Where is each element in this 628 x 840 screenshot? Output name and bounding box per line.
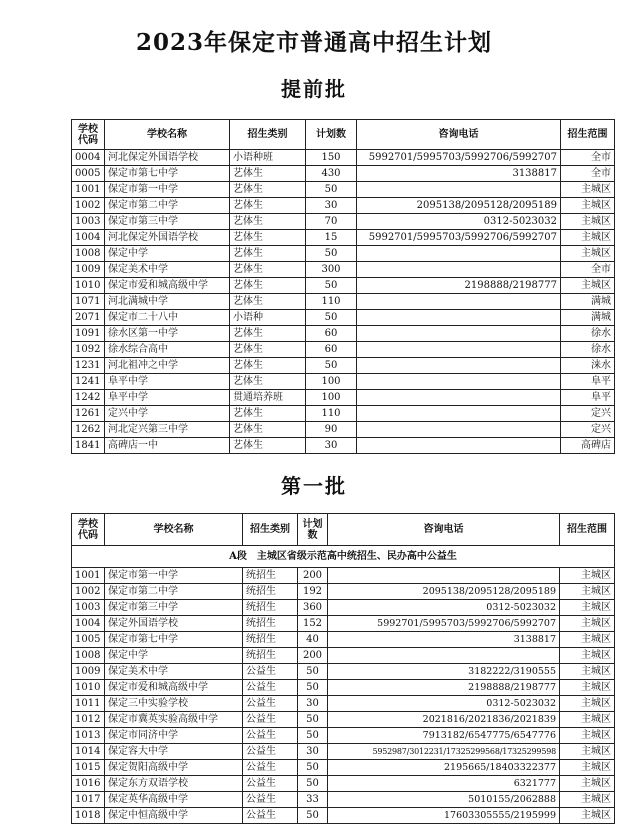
scope-cell: 满城 — [561, 310, 615, 326]
header-school-name: 学校名称 — [105, 120, 230, 150]
scope-cell: 主城区 — [561, 246, 615, 262]
scope-cell: 主城区 — [560, 696, 615, 712]
table-row — [72, 712, 615, 728]
table-row — [72, 600, 615, 616]
phone-cell: 0312-5023032 — [357, 214, 561, 230]
school-code-cell: 1001 — [72, 182, 105, 198]
school-code-cell: 1003 — [72, 600, 105, 616]
school-code-cell: 1016 — [72, 776, 105, 792]
scope-cell: 主城区 — [560, 760, 615, 776]
school-code-cell: 1011 — [72, 696, 105, 712]
table-row — [72, 568, 615, 584]
table-row — [72, 680, 615, 696]
table-row — [72, 632, 615, 648]
school-code-cell: 1012 — [72, 712, 105, 728]
header-plan-count: 计划数 — [306, 120, 357, 150]
phone-cell: 2198888/2198777 — [357, 278, 561, 294]
plan-count-cell: 50 — [298, 728, 328, 744]
school-code-cell: 1002 — [72, 584, 105, 600]
table-row — [72, 776, 615, 792]
category-cell: 统招生 — [243, 616, 298, 632]
header-school-name: 学校名称 — [105, 514, 243, 546]
first-batch-table — [71, 513, 615, 824]
segment-row — [72, 546, 615, 568]
school-code-cell: 2071 — [72, 310, 105, 326]
school-name-cell: 保定市第二中学 — [105, 198, 230, 214]
category-cell: 艺体生 — [230, 358, 306, 374]
scope-cell: 涞水 — [561, 358, 615, 374]
school-name-cell: 保定市第三中学 — [105, 214, 230, 230]
category-cell: 艺体生 — [230, 342, 306, 358]
scope-cell: 主城区 — [561, 198, 615, 214]
plan-count-cell: 152 — [298, 616, 328, 632]
plan-count-cell: 192 — [298, 584, 328, 600]
table-row — [72, 584, 615, 600]
category-cell: 公益生 — [243, 808, 298, 824]
school-code-cell: 1009 — [72, 664, 105, 680]
plan-count-cell: 50 — [298, 712, 328, 728]
plan-count-cell: 110 — [306, 294, 357, 310]
school-name-cell: 保定市第一中学 — [105, 568, 243, 584]
school-name-cell: 阜平中学 — [105, 390, 230, 406]
table-row — [72, 358, 615, 374]
plan-count-cell: 200 — [298, 648, 328, 664]
school-code-cell: 1008 — [72, 648, 105, 664]
category-cell: 艺体生 — [230, 198, 306, 214]
scope-cell: 满城 — [561, 294, 615, 310]
plan-count-cell: 40 — [298, 632, 328, 648]
school-code-cell: 1015 — [72, 760, 105, 776]
plan-count-cell: 50 — [298, 760, 328, 776]
scope-cell: 主城区 — [561, 182, 615, 198]
plan-count-cell: 150 — [306, 150, 357, 166]
school-name-cell: 保定东方双语学校 — [105, 776, 243, 792]
plan-count-cell: 30 — [306, 438, 357, 454]
school-code-cell: 1010 — [72, 278, 105, 294]
table-row — [72, 262, 615, 278]
school-name-cell: 保定外国语学校 — [105, 616, 243, 632]
school-name-cell: 保定英华高级中学 — [105, 792, 243, 808]
scope-cell: 主城区 — [560, 632, 615, 648]
school-name-cell: 保定三中实验学校 — [105, 696, 243, 712]
plan-count-cell: 50 — [306, 246, 357, 262]
plan-count-cell: 30 — [298, 696, 328, 712]
plan-count-cell: 33 — [298, 792, 328, 808]
school-name-cell: 保定容大中学 — [105, 744, 243, 760]
phone-cell — [357, 374, 561, 390]
plan-count-cell: 360 — [298, 600, 328, 616]
plan-count-cell: 50 — [306, 278, 357, 294]
segment-label: A段 主城区省级示范高中统招生、民办高中公益生 — [72, 546, 615, 568]
plan-count-cell: 50 — [298, 808, 328, 824]
table-header-row — [72, 120, 615, 150]
school-code-cell: 1262 — [72, 422, 105, 438]
phone-cell — [357, 246, 561, 262]
school-code-cell: 1014 — [72, 744, 105, 760]
category-cell: 小语种 — [230, 310, 306, 326]
plan-count-cell: 50 — [298, 664, 328, 680]
school-code-cell: 1092 — [72, 342, 105, 358]
table-row — [72, 422, 615, 438]
phone-cell — [357, 294, 561, 310]
school-code-cell: 1018 — [72, 808, 105, 824]
category-cell: 统招生 — [243, 568, 298, 584]
scope-cell: 主城区 — [560, 568, 615, 584]
table-row — [72, 230, 615, 246]
school-name-cell: 保定市第二中学 — [105, 584, 243, 600]
phone-cell: 5010155/2062888 — [328, 792, 560, 808]
phone-cell: 3138817 — [328, 632, 560, 648]
category-cell: 艺体生 — [230, 326, 306, 342]
school-name-cell: 河北定兴第三中学 — [105, 422, 230, 438]
school-name-cell: 保定市爱和城高级中学 — [105, 278, 230, 294]
table-row — [72, 294, 615, 310]
scope-cell: 定兴 — [561, 406, 615, 422]
school-name-cell: 河北保定外国语学校 — [105, 150, 230, 166]
category-cell: 公益生 — [243, 776, 298, 792]
plan-count-cell: 100 — [306, 374, 357, 390]
scope-cell: 阜平 — [561, 374, 615, 390]
school-name-cell: 保定市第七中学 — [105, 166, 230, 182]
scope-cell: 阜平 — [561, 390, 615, 406]
school-name-cell: 保定市第七中学 — [105, 632, 243, 648]
school-name-cell: 徐水区第一中学 — [105, 326, 230, 342]
category-cell: 统招生 — [243, 648, 298, 664]
school-name-cell: 徐水综合高中 — [105, 342, 230, 358]
category-cell: 统招生 — [243, 600, 298, 616]
school-code-cell: 1008 — [72, 246, 105, 262]
table-row — [72, 278, 615, 294]
phone-cell: 3138817 — [357, 166, 561, 182]
phone-cell: 5992701/5995703/5992706/5992707 — [357, 230, 561, 246]
school-code-cell: 0004 — [72, 150, 105, 166]
category-cell: 艺体生 — [230, 294, 306, 310]
school-name-cell: 保定美术中学 — [105, 262, 230, 278]
phone-cell — [357, 342, 561, 358]
table-row — [72, 246, 615, 262]
school-name-cell: 河北满城中学 — [105, 294, 230, 310]
table-row — [72, 374, 615, 390]
phone-cell: 5952987/3012231/17325299568/17325299598 — [328, 744, 560, 760]
table-row — [72, 808, 615, 824]
category-cell: 统招生 — [243, 632, 298, 648]
category-cell: 公益生 — [243, 760, 298, 776]
plan-count-cell: 60 — [306, 342, 357, 358]
table-row — [72, 310, 615, 326]
category-cell: 艺体生 — [230, 374, 306, 390]
scope-cell: 徐水 — [561, 326, 615, 342]
phone-cell — [328, 648, 560, 664]
scope-cell: 主城区 — [560, 680, 615, 696]
table-row — [72, 744, 615, 760]
school-code-cell: 1091 — [72, 326, 105, 342]
phone-cell — [357, 310, 561, 326]
header-phone: 咨询电话 — [328, 514, 560, 546]
category-cell: 艺体生 — [230, 438, 306, 454]
header-code: 学校代码 — [72, 120, 105, 150]
category-cell: 小语种班 — [230, 150, 306, 166]
school-code-cell: 1013 — [72, 728, 105, 744]
table-row — [72, 760, 615, 776]
phone-cell — [357, 406, 561, 422]
plan-count-cell: 50 — [306, 310, 357, 326]
scope-cell: 主城区 — [560, 664, 615, 680]
table-row — [72, 326, 615, 342]
school-name-cell: 保定市第三中学 — [105, 600, 243, 616]
scope-cell: 主城区 — [561, 278, 615, 294]
early-batch-table-body — [72, 150, 615, 454]
table-row — [72, 438, 615, 454]
table-row — [72, 728, 615, 744]
phone-cell: 0312-5023032 — [328, 600, 560, 616]
table-row — [72, 214, 615, 230]
scope-cell: 全市 — [561, 262, 615, 278]
category-cell: 公益生 — [243, 712, 298, 728]
plan-count-cell: 200 — [298, 568, 328, 584]
scope-cell: 定兴 — [561, 422, 615, 438]
category-cell: 艺体生 — [230, 230, 306, 246]
plan-count-cell: 90 — [306, 422, 357, 438]
table-row — [72, 696, 615, 712]
school-code-cell: 1242 — [72, 390, 105, 406]
phone-cell: 7913182/6547775/6547776 — [328, 728, 560, 744]
phone-cell: 5992701/5995703/5992706/5992707 — [328, 616, 560, 632]
plan-count-cell: 30 — [306, 198, 357, 214]
scope-cell: 主城区 — [561, 214, 615, 230]
section-title-early-batch: 提前批 — [281, 77, 347, 101]
scope-cell: 主城区 — [560, 648, 615, 664]
category-cell: 艺体生 — [230, 406, 306, 422]
school-code-cell: 1004 — [72, 230, 105, 246]
scope-cell: 主城区 — [560, 712, 615, 728]
category-cell: 艺体生 — [230, 166, 306, 182]
plan-count-cell: 110 — [306, 406, 357, 422]
table-header-row — [72, 514, 615, 546]
category-cell: 艺体生 — [230, 246, 306, 262]
section-title-first-batch: 第一批 — [281, 474, 347, 498]
category-cell: 艺体生 — [230, 214, 306, 230]
page-title: 2023年保定市普通高中招生计划 — [135, 29, 492, 56]
category-cell: 艺体生 — [230, 182, 306, 198]
school-name-cell: 保定中学 — [105, 648, 243, 664]
phone-cell — [357, 390, 561, 406]
school-name-cell: 定兴中学 — [105, 406, 230, 422]
phone-cell — [357, 262, 561, 278]
school-code-cell: 1261 — [72, 406, 105, 422]
category-cell: 公益生 — [243, 728, 298, 744]
table-row — [72, 648, 615, 664]
scope-cell: 高碑店 — [561, 438, 615, 454]
table-row — [72, 198, 615, 214]
scope-cell: 全市 — [561, 150, 615, 166]
school-name-cell: 保定市同济中学 — [105, 728, 243, 744]
plan-count-cell: 50 — [298, 680, 328, 696]
category-cell: 公益生 — [243, 792, 298, 808]
phone-cell — [357, 358, 561, 374]
school-name-cell: 河北祖冲之中学 — [105, 358, 230, 374]
school-code-cell: 1241 — [72, 374, 105, 390]
scope-cell: 主城区 — [560, 600, 615, 616]
early-batch-table — [71, 119, 615, 454]
school-name-cell: 保定中恒高级中学 — [105, 808, 243, 824]
school-code-cell: 1010 — [72, 680, 105, 696]
school-name-cell: 保定中学 — [105, 246, 230, 262]
phone-cell — [357, 182, 561, 198]
phone-cell — [357, 438, 561, 454]
first-batch-table-body — [72, 546, 615, 824]
scope-cell: 主城区 — [560, 808, 615, 824]
school-name-cell: 保定市二十八中 — [105, 310, 230, 326]
category-cell: 艺体生 — [230, 262, 306, 278]
school-code-cell: 1003 — [72, 214, 105, 230]
plan-count-cell: 300 — [306, 262, 357, 278]
school-code-cell: 1005 — [72, 632, 105, 648]
plan-count-cell: 50 — [306, 182, 357, 198]
category-cell: 公益生 — [243, 696, 298, 712]
school-code-cell: 1004 — [72, 616, 105, 632]
school-code-cell: 1002 — [72, 198, 105, 214]
phone-cell: 6321777 — [328, 776, 560, 792]
category-cell: 艺体生 — [230, 278, 306, 294]
school-name-cell: 保定市第一中学 — [105, 182, 230, 198]
school-code-cell: 1231 — [72, 358, 105, 374]
phone-cell: 2095138/2095128/2095189 — [357, 198, 561, 214]
school-name-cell: 保定市冀英实验高级中学 — [105, 712, 243, 728]
table-row — [72, 792, 615, 808]
phone-cell — [357, 422, 561, 438]
scope-cell: 全市 — [561, 166, 615, 182]
plan-count-cell: 30 — [298, 744, 328, 760]
table-row — [72, 150, 615, 166]
category-cell: 统招生 — [243, 584, 298, 600]
school-name-cell: 保定美术中学 — [105, 664, 243, 680]
plan-count-cell: 70 — [306, 214, 357, 230]
phone-cell: 2095138/2095128/2095189 — [328, 584, 560, 600]
school-name-cell: 高碑店一中 — [105, 438, 230, 454]
school-name-cell: 保定市爱和城高级中学 — [105, 680, 243, 696]
phone-cell: 3182222/3190555 — [328, 664, 560, 680]
school-code-cell: 1841 — [72, 438, 105, 454]
category-cell: 公益生 — [243, 664, 298, 680]
phone-cell: 2021816/2021836/2021839 — [328, 712, 560, 728]
phone-cell — [328, 568, 560, 584]
header-category: 招生类别 — [230, 120, 306, 150]
school-code-cell: 1017 — [72, 792, 105, 808]
header-phone: 咨询电话 — [357, 120, 561, 150]
scope-cell: 主城区 — [561, 230, 615, 246]
table-row — [72, 664, 615, 680]
plan-count-cell: 50 — [306, 358, 357, 374]
school-name-cell: 阜平中学 — [105, 374, 230, 390]
plan-count-cell: 50 — [298, 776, 328, 792]
header-plan-count: 计划数 — [298, 514, 328, 546]
plan-count-cell: 60 — [306, 326, 357, 342]
category-cell: 贯通培养班 — [230, 390, 306, 406]
school-code-cell: 1071 — [72, 294, 105, 310]
scope-cell: 主城区 — [560, 776, 615, 792]
table-row — [72, 616, 615, 632]
plan-count-cell: 430 — [306, 166, 357, 182]
table-row — [72, 166, 615, 182]
school-code-cell: 1009 — [72, 262, 105, 278]
table-row — [72, 342, 615, 358]
table-row — [72, 406, 615, 422]
scope-cell: 主城区 — [560, 792, 615, 808]
table-row — [72, 182, 615, 198]
school-code-cell: 0005 — [72, 166, 105, 182]
plan-count-cell: 100 — [306, 390, 357, 406]
header-scope: 招生范围 — [560, 514, 615, 546]
scope-cell: 徐水 — [561, 342, 615, 358]
scope-cell: 主城区 — [560, 616, 615, 632]
table-row — [72, 390, 615, 406]
category-cell: 公益生 — [243, 744, 298, 760]
scope-cell: 主城区 — [560, 728, 615, 744]
phone-cell: 17603305555/2195999 — [328, 808, 560, 824]
phone-cell: 0312-5023032 — [328, 696, 560, 712]
phone-cell: 2198888/2198777 — [328, 680, 560, 696]
phone-cell: 2195665/18403322377 — [328, 760, 560, 776]
header-code: 学校代码 — [72, 514, 105, 546]
plan-count-cell: 15 — [306, 230, 357, 246]
phone-cell — [357, 326, 561, 342]
school-code-cell: 1001 — [72, 568, 105, 584]
school-name-cell: 河北保定外国语学校 — [105, 230, 230, 246]
category-cell: 公益生 — [243, 680, 298, 696]
header-scope: 招生范围 — [561, 120, 615, 150]
header-category: 招生类别 — [243, 514, 298, 546]
category-cell: 艺体生 — [230, 422, 306, 438]
scope-cell: 主城区 — [560, 584, 615, 600]
school-name-cell: 保定贺阳高级中学 — [105, 760, 243, 776]
scope-cell: 主城区 — [560, 744, 615, 760]
phone-cell: 5992701/5995703/5992706/5992707 — [357, 150, 561, 166]
